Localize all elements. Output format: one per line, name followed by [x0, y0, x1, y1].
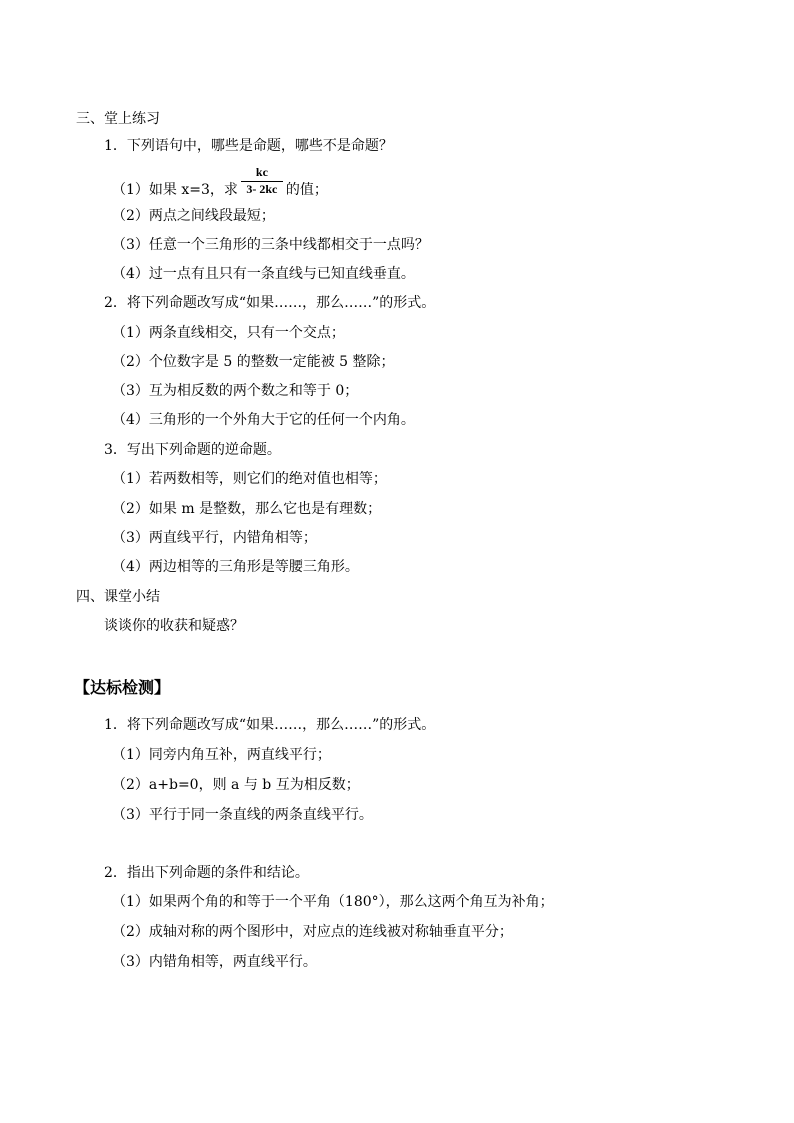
test-q1-title: 1．将下列命题改写成“如果……，那么……”的形式。 [104, 717, 436, 733]
q1-item3: （3）任意一个三角形的三条中线都相交于一点吗？ [112, 237, 429, 253]
fraction-denominator: 3- 2kc [246, 182, 278, 196]
q3-item3: （3）两直线平行，内错角相等； [112, 530, 317, 546]
q1-title: 1．下列语句中，哪些是命题，哪些不是命题？ [104, 138, 393, 154]
q1-item1-prefix: （1）如果 x=3，求 [112, 182, 238, 198]
q2-item2: （2）个位数字是 5 的整数一定能被 5 整除； [112, 354, 395, 370]
q2-item1: （1）两条直线相交，只有一个交点； [112, 325, 345, 341]
test-q2-item3: （3）内错角相等，两直线平行。 [112, 954, 317, 970]
q3-item2: （2）如果 m 是整数，那么它也是有理数； [112, 501, 382, 517]
q1-item4: （4）过一点有且只有一条直线与已知直线垂直。 [112, 266, 415, 282]
test-q1-item1: （1）同旁内角互补，两直线平行； [112, 747, 331, 763]
test-q2-title: 2．指出下列命题的条件和结论。 [104, 865, 309, 881]
q3-title: 3．写出下列命题的逆命题。 [104, 442, 281, 458]
q2-item4: （4）三角形的一个外角大于它的任何一个内角。 [112, 412, 415, 428]
q1-item2: （2）两点之间线段最短； [112, 208, 275, 224]
section-4-heading: 四、课堂小结 [76, 589, 160, 605]
test-q1-item3: （3）平行于同一条直线的两条直线平行。 [112, 807, 373, 823]
fraction-numerator: kc [255, 165, 268, 179]
q3-item1: （1）若两数相等，则它们的绝对值也相等； [112, 471, 387, 487]
test-heading: 【达标检测】 [74, 678, 171, 697]
section-3-heading: 三、堂上练习 [76, 111, 160, 127]
q2-title: 2．将下列命题改写成“如果……，那么……”的形式。 [104, 295, 436, 311]
test-q1-item2: （2）a+b=0，则 a 与 b 互为相反数； [112, 777, 360, 793]
q3-item4: （4）两边相等的三角形是等腰三角形。 [112, 559, 359, 575]
q1-item1-suffix: 的值； [285, 182, 328, 198]
fraction-expression [239, 165, 285, 199]
q1-item1 [112, 165, 328, 205]
test-q2-item2: （2）成轴对称的两个图形中，对应点的连线被对称轴垂直平分； [112, 924, 513, 940]
q2-item3: （3）互为相反数的两个数之和等于 0； [112, 383, 359, 399]
test-q2-item1: （1）如果两个角的和等于一个平角（180°），那么这两个角互为补角； [112, 894, 554, 910]
section-4-text: 谈谈你的收获和疑惑？ [104, 618, 244, 634]
